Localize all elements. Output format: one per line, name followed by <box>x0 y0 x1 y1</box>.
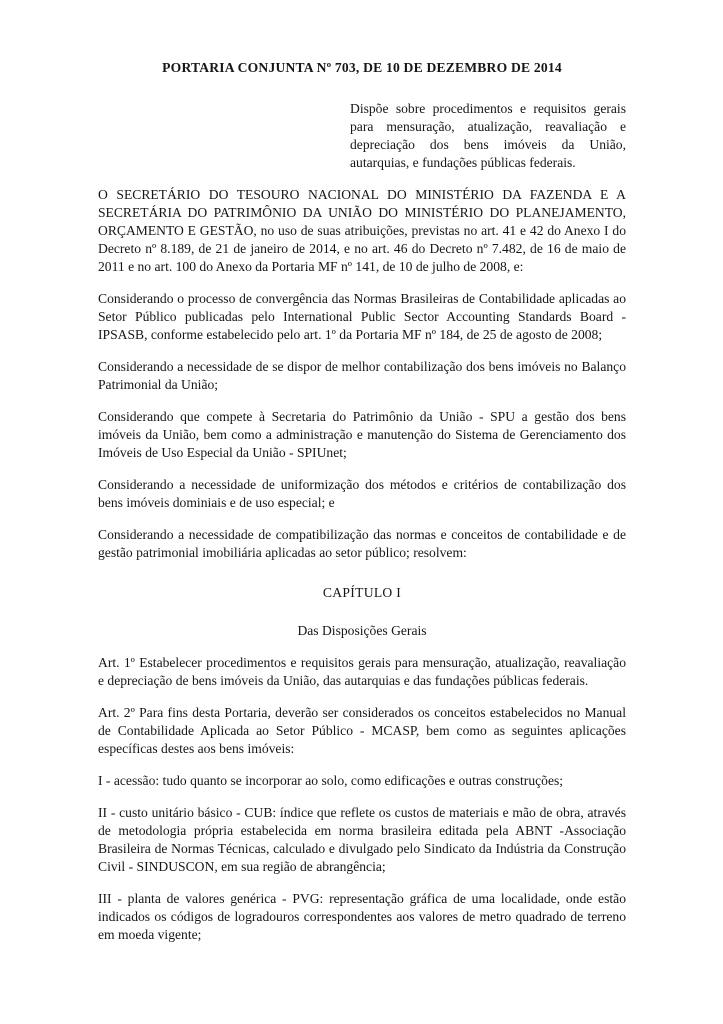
recital-paragraph-3: Considerando que compete à Secretaria do Patrimônio da União - SPU a gestão dos bens imóveis da União, bem como a administração e manutenção do Sistema de Gerenciamento dos Imóveis de Uso Especial da União - SPIUnet; <box>98 409 626 460</box>
chapter-heading: CAPÍTULO I <box>322 585 402 600</box>
definition-item-i: I - acessão: tudo quanto se incorporar ao solo, como edificações e outras construções; <box>98 773 564 788</box>
article-2-paragraph: Art. 2º Para fins desta Portaria, deverão ser considerados os conceitos estabelecidos no Manual de Contabilidade Aplicada ao Setor Público - MCASP, bem como as seguintes aplicações específicas destes aos bens imóveis: <box>98 705 626 756</box>
article-1-paragraph: Art. 1º Estabelecer procedimentos e requisitos gerais para mensuração, atualização, reavaliação e depreciação de bens imóveis da União, das autarquias e das fundações públicas federais. <box>98 655 626 688</box>
recital-paragraph-5: Considerando a necessidade de compatibilização das normas e conceitos de contabilidade e de gestão patrimonial imobiliária aplicadas ao setor público; resolvem: <box>98 527 626 560</box>
document-title: PORTARIA CONJUNTA Nº 703, DE 10 DE DEZEMBRO DE 2014 <box>162 60 562 75</box>
chapter-subheading: Das Disposições Gerais <box>297 623 427 638</box>
recital-paragraph-2: Considerando a necessidade de se dispor de melhor contabilização dos bens imóveis no Balanço Patrimonial da União; <box>98 359 626 392</box>
definition-item-ii: II - custo unitário básico - CUB: índice que reflete os custos de materiais e mão de obra, através de metodologia própria estabelecida em norma brasileira editada pela ABNT -Associação Brasileira de Normas Técnicas, calculado e divulgado pelo Sindicato da Indústria da Construção Civil - SINDUSCON, em sua região de abrangência; <box>98 805 626 874</box>
epigraph: Dispõe sobre procedimentos e requisitos gerais para mensuração, atualização, reavaliação e depreciação dos bens imóveis da União, autarquias, e fundações públicas federais. <box>350 101 626 170</box>
recital-paragraph-1: Considerando o processo de convergência das Normas Brasileiras de Contabilidade aplicadas ao Setor Público publicadas pelo International Public Sector Accounting Standards Board - IPSASB, conforme estabelecido pelo art. 1º da Portaria MF nº 184, de 25 de agosto de 2008; <box>98 291 626 342</box>
preamble-paragraph: O SECRETÁRIO DO TESOURO NACIONAL DO MINISTÉRIO DA FAZENDA E A SECRETÁRIA DO PATRIMÔNIO DA UNIÃO DO MINISTÉRIO DO PLANEJAMENTO, ORÇAMENTO E GESTÃO, no uso de suas atribuições, previstas no art. 41 e 42 do Anexo I do Decreto nº 8.189, de 21 de janeiro de 2014, e no art. 46 do Decreto nº 7.482, de 16 de maio de 2011 e no art. 100 do Anexo da Portaria MF nº 141, de 10 de julho de 2008, e: <box>98 187 626 274</box>
definition-item-iii: III - planta de valores genérica - PVG: representação gráfica de uma localidade, onde estão indicados os códigos de logradouros correspondentes aos valores de metro quadrado de terreno em moeda vigente; <box>98 891 626 942</box>
recital-paragraph-4: Considerando a necessidade de uniformização dos métodos e critérios de contabilização dos bens imóveis dominiais e de uso especial; e <box>98 477 626 510</box>
